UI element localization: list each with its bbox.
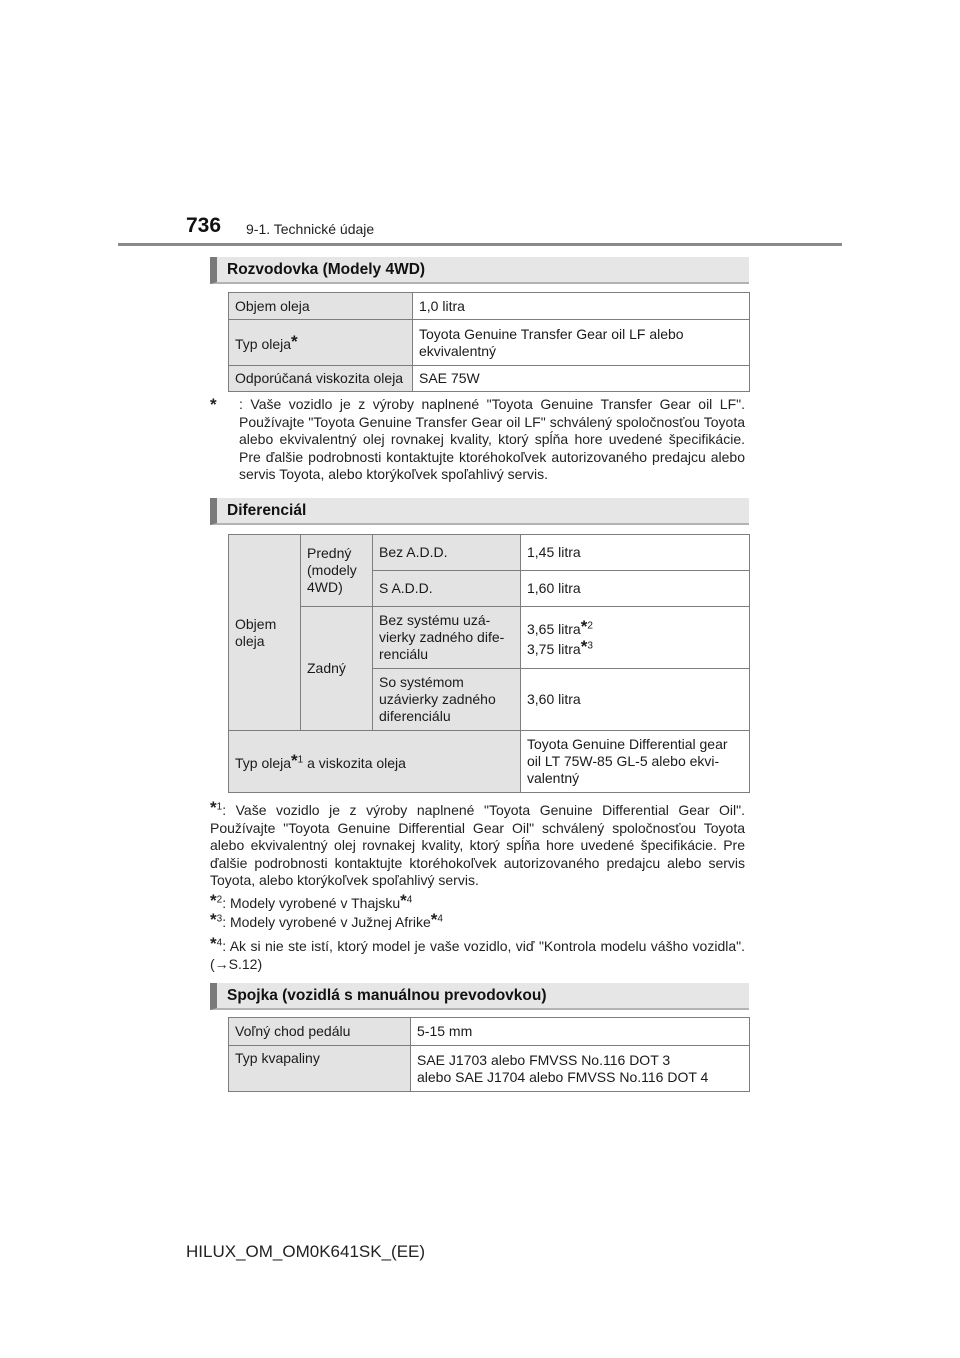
table-row [229,1018,750,1046]
table-row [229,535,750,571]
section-heading-transfer-text: Rozvodovka (Modely 4WD) [227,261,426,278]
rear-axle-label: Zadný [301,607,373,731]
spec-value: 5-15 mm [411,1018,750,1046]
footnote-mark: * [291,331,298,351]
front-axle-label: Predný (modely 4WD) [301,535,373,607]
header-divider [118,243,842,246]
spec-value: 1,45 litra [521,535,750,571]
section-heading-transfer [210,257,749,284]
footnote-mark: * [210,798,217,817]
variant-label: So systémom uzávierky zadného diferenciálu [373,669,521,731]
spec-label: Objem oleja [229,293,413,320]
footnote-mark: * [210,395,217,414]
capacity-label: Objem oleja [229,535,301,731]
footnote-mark: * [210,891,217,910]
spec-label: Typ oleja* [229,320,413,366]
differential-spec-table [228,534,750,793]
footnote-text: *$^4$: Ak si nie ste istí, ktorý model je vaše vozidlo, viď "Kontrola modelu vášho vozidla". (→S.12) [210,934,745,972]
footnote-differential-3: *$^3$: Modely vyrobené v Južnej Afrike*$^4$ [210,910,443,930]
spec-value: 1,60 litra [521,571,750,607]
table-row [229,1046,750,1092]
spec-label: Typ oleja*$^1$ a viskozita oleja [229,731,521,793]
variant-label: Bez systému uzávierky zadného diferenciálu [373,607,521,669]
footnote-differential-1 [210,799,745,890]
footnote-text: *$^1$: Vaše vozidlo je z výroby naplnené "Toyota Genuine Differential Gear Oil". Používajte "Toyota Genuine Differential Gear Oil" schválený spoločnosťou Toyota alebo ekvivalentný olej rovnakej kvality, ktorý spĺňa hore uvedené špecifikácie. Pre ďalšie podrobnosti kontaktujte ktoréhokoľvek autorizovaného predajcu alebo servis Toyota, alebo ktorýkoľvek spoľahlivý servis. [210,798,745,888]
spec-label: Voľný chod pedálu [229,1018,411,1046]
footnote-mark: * [210,934,217,953]
table-row [229,366,750,392]
footnote-transfer [210,396,745,484]
spec-value: 3,65 litra*$^2$ 3,75 litra*$^3$ [521,607,750,669]
footnote-differential-4 [210,935,745,973]
spec-value: SAE 75W [413,366,750,392]
footnote-text: : Vaše vozidlo je z výroby naplnené "Toyota Genuine Transfer Gear oil LF". Používajte "Toyota Genuine Transfer Gear oil LF" schválený spoločnosťou Toyota alebo ekvivalentný olej rovnakej kvality, ktorý spĺňa hore uvedené špecifikácie. Pre ďalšie podrobnosti kontaktujte ktoréhokoľvek autorizovaného predajcu alebo servis Toyota, alebo ktorýkoľvek spoľahlivý servis. [239,396,745,482]
spec-label: Odporúčaná viskozita oleja [229,366,413,392]
table-row [229,293,750,320]
section-heading-clutch [210,983,749,1010]
footnote-mark: * [210,910,217,929]
spec-value: Toyota Genuine Transfer Gear oil LF alebo ekvivalentný [413,320,750,366]
spec-value: 3,60 litra [521,669,750,731]
variant-label: S A.D.D. [373,571,521,607]
variant-label: Bez A.D.D. [373,535,521,571]
table-row [229,320,750,366]
clutch-spec-table [228,1017,750,1092]
section-heading-differential [210,498,749,525]
transfer-spec-table [228,292,750,392]
spec-value: 1,0 litra [413,293,750,320]
document-code: HILUX_OM_OM0K641SK_(EE) [186,1242,426,1261]
spec-value: Toyota Genuine Differential gear oil LT 75W-85 GL-5 alebo ekvivalentný [521,731,750,793]
spec-value: SAE J1703 alebo FMVSS No.116 DOT 3 alebo SAE J1704 alebo FMVSS No.116 DOT 4 [411,1046,750,1092]
page-number: 736 [186,214,222,237]
spec-label: Typ kvapaliny [229,1046,411,1092]
section-heading-clutch-text: Spojka (vozidlá s manuálnou prevodovkou) [227,987,547,1004]
table-row [229,607,750,669]
footnote-differential-2: *$^2$: Modely vyrobené v Thajsku*$^4$ [210,891,413,911]
section-title: 9-1. Technické údaje [246,221,375,237]
table-row [229,731,750,793]
section-heading-differential-text: Diferenciál [227,502,307,519]
